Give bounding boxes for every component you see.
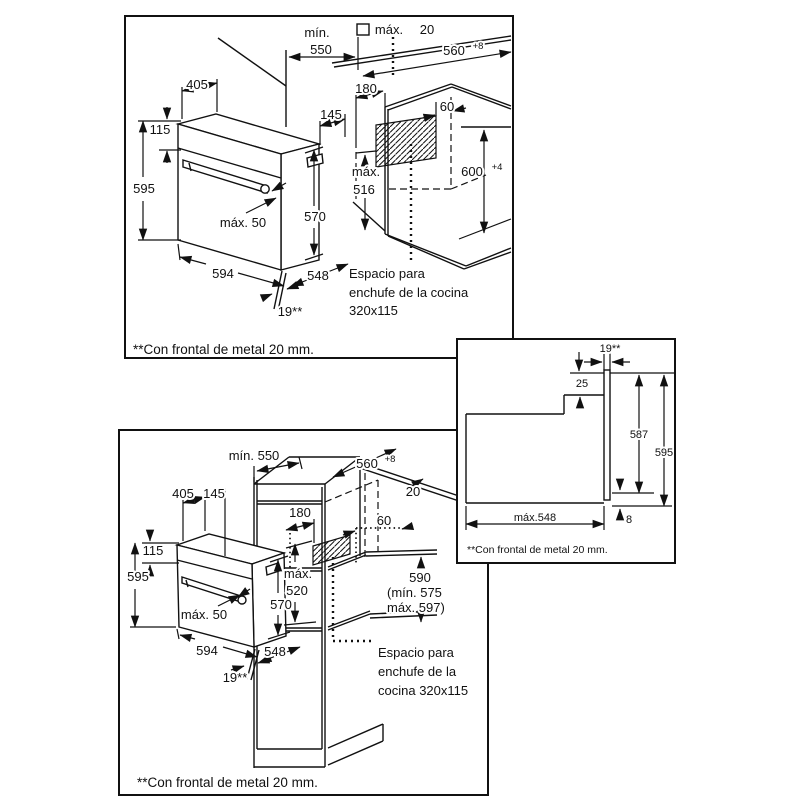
- dim-25: 25: [575, 378, 589, 390]
- side-profile-drawing: [458, 340, 674, 562]
- oven-isometric: [178, 114, 323, 311]
- dim-560: 560: [443, 43, 465, 58]
- label-min: mín.: [304, 25, 330, 40]
- panel-bottom-installation-diagram: [118, 429, 489, 796]
- dim-8: 8: [626, 514, 633, 526]
- socket-note-line2: enchufe de la cocina: [349, 285, 469, 300]
- dim-594: 594: [196, 643, 218, 658]
- footnote-metal-front: **Con frontal de metal 20 mm.: [467, 544, 608, 556]
- socket-note-line3: 320x115: [349, 303, 398, 318]
- dim-max50: máx. 50: [219, 215, 267, 230]
- top-diagram-drawing: [126, 17, 512, 357]
- dim-570: 570: [270, 597, 292, 612]
- footnote-metal-front: **Con frontal de metal 20 mm.: [137, 775, 318, 790]
- square-symbol: [357, 24, 369, 35]
- dim-548: 548: [307, 268, 329, 283]
- footnote-metal-front: **Con frontal de metal 20 mm.: [133, 342, 314, 357]
- dim-590: 590: [409, 570, 431, 585]
- dim-max50: máx. 50: [180, 607, 228, 622]
- socket-note-line2: enchufe de la: [378, 664, 457, 679]
- dim-19: 19**: [599, 343, 621, 355]
- oven-profile-outline: [466, 350, 674, 503]
- dim-max520-a: máx.: [283, 566, 313, 581]
- dim-19: 19**: [222, 670, 248, 685]
- dim-600: 600: [461, 164, 483, 179]
- panel-top-installation-diagram: [124, 15, 514, 359]
- dim-180: 180: [289, 505, 311, 520]
- dim-405: 405: [186, 77, 208, 92]
- dim-180: 180: [355, 81, 377, 96]
- dim-560-sup: +8: [472, 41, 484, 52]
- socket-note-line1: Espacio para: [349, 266, 425, 281]
- dim-145: 145: [203, 486, 225, 501]
- dim-19: 19**: [277, 304, 303, 319]
- dim-560-sup: +8: [384, 454, 396, 465]
- dim-60: 60: [439, 99, 455, 114]
- dim-600-sup: +4: [491, 162, 503, 173]
- dim-20: 20: [419, 22, 435, 37]
- dimension-lines: [130, 449, 423, 670]
- dim-min550: mín. 550: [228, 448, 280, 463]
- label-max-20: máx.: [374, 22, 404, 37]
- dim-590-max: máx. 597): [387, 600, 445, 615]
- dim-560: 560: [356, 456, 378, 471]
- dim-60: 60: [376, 513, 392, 528]
- tall-cabinet-lines: [254, 457, 486, 768]
- dim-590-min: (mín. 575: [387, 585, 442, 600]
- dim-max516-a: máx.: [351, 164, 381, 179]
- socket-note-line1: Espacio para: [378, 645, 454, 660]
- dim-550: 550: [310, 42, 332, 57]
- dim-570: 570: [304, 209, 326, 224]
- dim-max548: máx.548: [513, 512, 557, 524]
- dim-20: 20: [405, 484, 421, 499]
- dim-548: 548: [264, 644, 286, 659]
- dim-115: 115: [142, 543, 164, 558]
- dim-595: 595: [133, 181, 155, 196]
- socket-note-line3: cocina 320x115: [378, 683, 469, 698]
- dim-115: 115: [149, 122, 171, 137]
- front-panel-bar: [604, 370, 610, 500]
- dim-max520-b: 520: [286, 583, 308, 598]
- bottom-diagram-drawing: [120, 431, 487, 794]
- dim-max516-b: 516: [353, 182, 375, 197]
- dim-145: 145: [320, 107, 342, 122]
- dim-587: 587: [629, 429, 649, 441]
- dim-595: 595: [127, 569, 149, 584]
- dim-595: 595: [654, 447, 674, 459]
- dim-594: 594: [212, 266, 234, 281]
- panel-side-profile-diagram: [456, 338, 676, 564]
- dim-405: 405: [172, 486, 194, 501]
